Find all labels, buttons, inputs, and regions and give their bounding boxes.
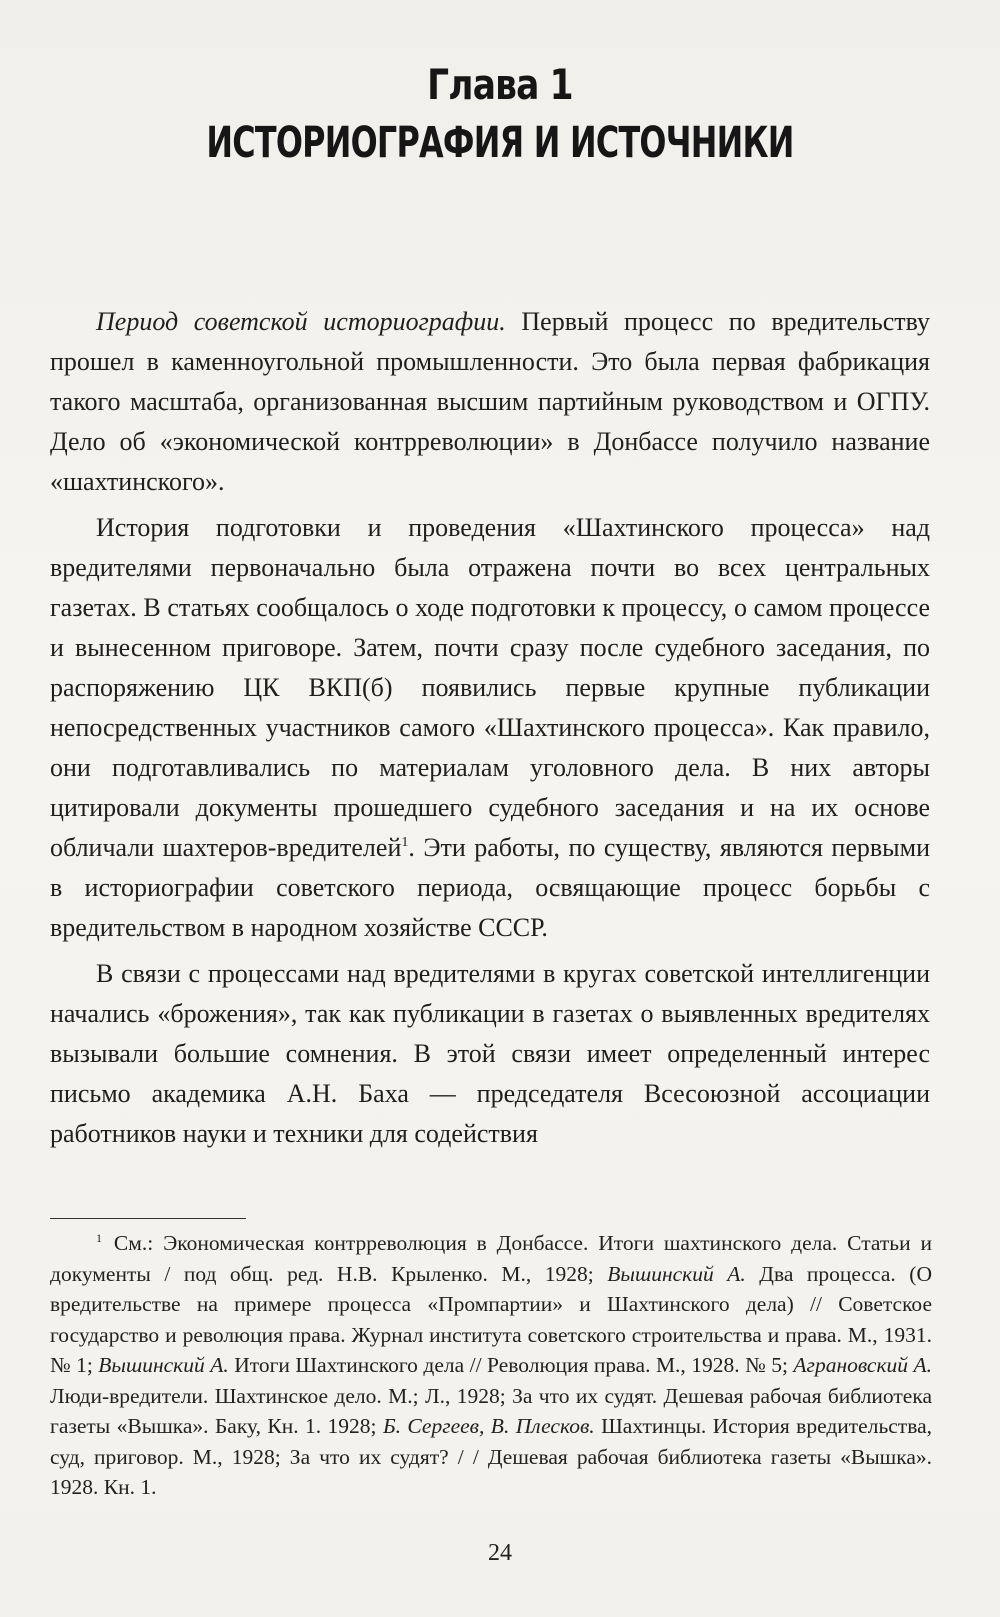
paragraph-2 xyxy=(50,508,930,948)
page-number: 24 xyxy=(488,1540,512,1566)
footnote-part-italic: Вышинский А. xyxy=(607,1261,746,1286)
footnote-part: Люди-вредители. Шахтинское дело. М.; Л., 1928; За что их судят. Дешевая рабочая библиотека газеты «Вышка». Баку, Кн. 1. 1928; xyxy=(50,1383,932,1438)
paragraph-text: . Эти работы, по существу, являются первыми в историографии советского периода, освящающие процесс борьбы с вредительством в народном хозяйстве СССР. xyxy=(50,833,931,942)
paragraph-1 xyxy=(50,302,930,502)
paragraph-text: История подготовки и проведения «Шахтинского процесса» над вредителями первоначально была отражена почти во всех центральных газетах. В статьях сообщалось о ходе подготовки к процессу, о самом процессе и вынесенном приговоре. Затем, почти сразу после судебного заседания, по распоряжению ЦК ВКП(б) появились первые крупные публикации непосредственных участников самого «Шахтинского процесса». Как правило, они подготавливались по материалам уголовного дела. В них авторы цитировали документы прошедшего судебного заседания и на их основе обличали шахтеров-вредителей xyxy=(50,513,930,862)
footnote-reference: 1 xyxy=(401,835,409,850)
paragraph-text: В связи с процессами над вредителями в кругах советской интеллигенции начались «брожения», так как публикации в газетах о выявленных вредителях вызывали большие сомнения. В этой связи имеет определенный интерес письмо академика А.Н. Баха — председателя Всесоюзной ассоциации работников науки и техники для содействия xyxy=(50,959,930,1148)
footnote-part-italic: Аграновский А. xyxy=(793,1353,932,1377)
footnote-part: Итоги Шахтинского дела // Революция права. М., 1928. № 5; xyxy=(228,1353,794,1377)
footnote-part-italic: Б. Сергеев, В. Плесков. xyxy=(382,1414,595,1438)
body-text xyxy=(50,302,930,1160)
paragraph-lead-italic: Период советской историографии. xyxy=(96,307,506,336)
footnote-part: Два процесса. (О вредительстве на примере процесса «Промпартии» и Шахтинского дела) // Советское государство и революция права. Журнал института советского строительства и права. М., 1931. № 1; xyxy=(50,1261,932,1377)
chapter-label: Глава 1 xyxy=(427,60,573,109)
chapter-heading xyxy=(0,56,1000,172)
footnote-mark: 1 xyxy=(96,1231,102,1245)
footnote-part: См.: Экономическая контрреволюция в Донбассе. Итоги шахтинского дела. Статьи и документы / под общ. ред. Н.В. Крыленко. М., 1928; xyxy=(50,1231,932,1286)
paragraph-text: Первый процесс по вредительству прошел в каменноугольной промышленности. Это была первая фабрикация такого масштаба, организованная высшим партийным руководством и ОГПУ. Дело об «экономической контрреволюции» в Донбассе получило название «шахтинского». xyxy=(50,307,930,496)
footnote xyxy=(50,1228,932,1503)
footnote-divider xyxy=(50,1218,246,1219)
paragraph-3 xyxy=(50,954,930,1154)
footnote-part: Шахтинцы. История вредительства, суд, приговор. М., 1928; За что их судят? / / Дешевая рабочая библиотека газеты «Вышка». 1928. Кн. 1. xyxy=(50,1414,932,1499)
footnote-part-italic: Вышинский А. xyxy=(98,1353,229,1377)
chapter-title: ИСТОРИОГРАФИЯ И ИСТОЧНИКИ xyxy=(206,118,794,168)
